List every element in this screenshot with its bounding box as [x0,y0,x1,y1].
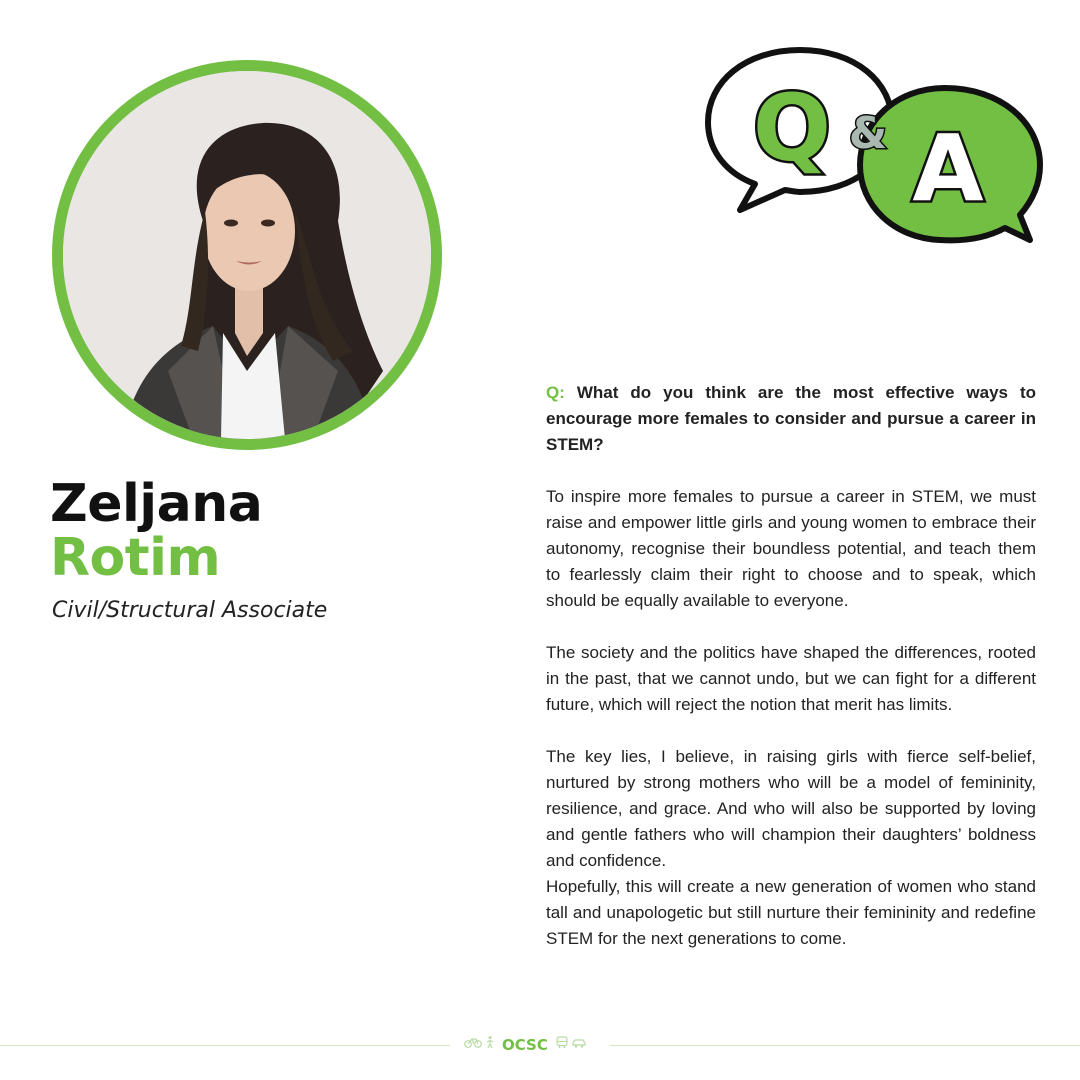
bicycle-icon [464,1034,482,1056]
question-text: What do you think are the most effective ways to encourage more females to consider and pursue a career in STEM? [546,383,1037,454]
footer-divider-right [610,1045,1080,1046]
answer-paragraph: To inspire more females to pursue a career in STEM, we must raise and empower little girls and young women to embrace their autonomy, recognise their boundless potential, and teach them to fearlessly claim their right to choose and to speak, which should be equally available to everyone. [546,487,1036,610]
question-prefix: Q: [546,383,565,402]
answer-paragraph: The key lies, I believe, in raising girls with fierce self-belief, nurtured by strong mothers who will be a model of femininity, resilience, and grace. And who will also be supported by loving and gentle fathers who will champion their daughters’ boldness and confidence. [546,747,1036,870]
portrait-illustration [63,71,431,439]
first-name: Zeljana [50,474,263,534]
logo-ampersand: & [848,108,888,159]
logo-q-letter: Q [752,75,832,182]
bus-icon [556,1034,568,1056]
question [546,380,1036,458]
car-icon [572,1034,586,1056]
qa-content [546,380,1036,952]
brand-name: OCSC [502,1036,548,1054]
footer-divider-left [0,1045,450,1046]
pedestrian-icon [486,1034,494,1056]
job-title: Civil/Structural Associate [52,598,328,623]
footer-brand-logo [464,1034,600,1056]
logo-a-letter: A [912,115,984,222]
answer-paragraph: The society and the politics have shaped the differences, rooted in the past, that we cannot undo, but we can fight for a different future, which will reject the notion that merit has limits. [546,643,1036,714]
qa-speech-bubbles-logo [700,40,1045,250]
profile-photo [52,60,442,450]
last-name: Rotim [50,528,221,588]
answer-paragraph: Hopefully, this will create a new generation of women who stand tall and unapologetic but still nurture their femininity and redefine STEM for the next generations to come. [546,877,1036,948]
answer [546,484,1036,952]
